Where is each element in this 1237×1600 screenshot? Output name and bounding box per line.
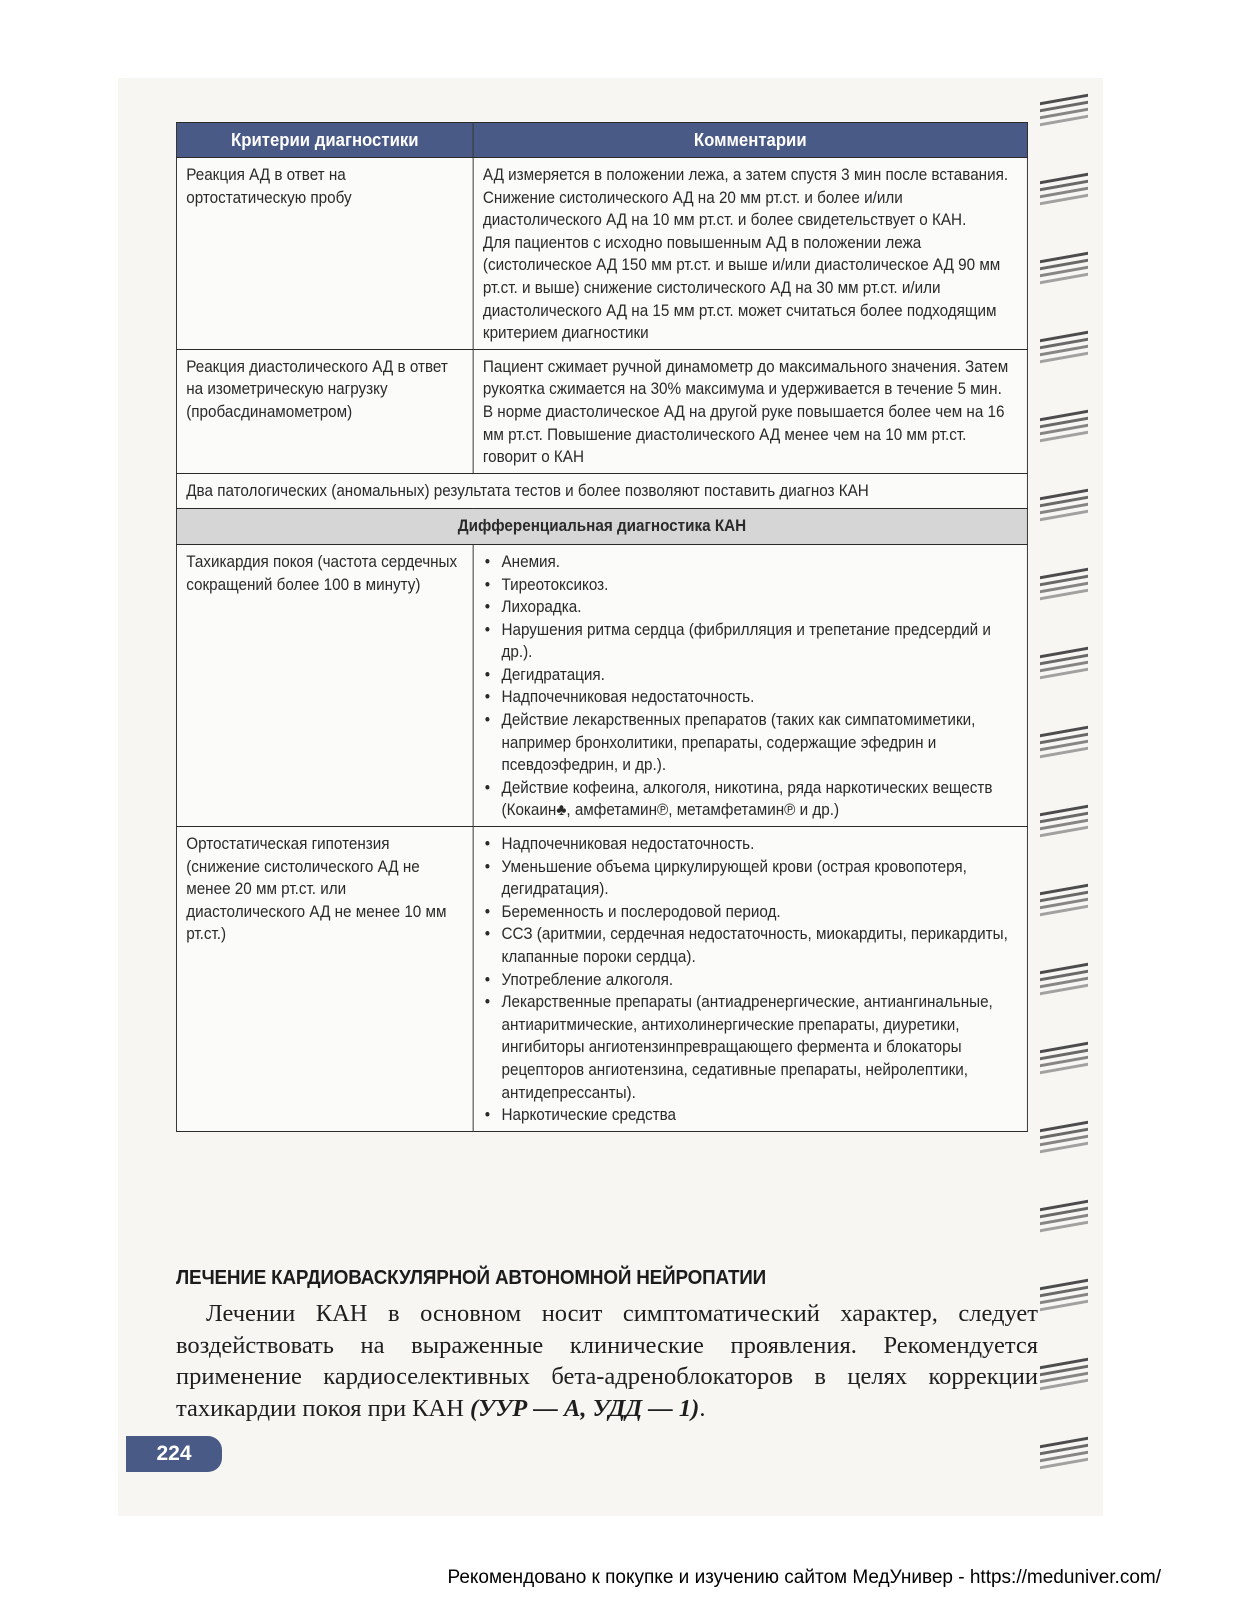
list-item bbox=[483, 969, 1018, 992]
list-item-text: Действие кофеина, алкоголя, никотина, ряда наркотических веществ (Кокаин♣, амфетамин℗, метамфетамин℗ и др.) bbox=[501, 778, 993, 820]
comment-cell bbox=[473, 544, 1027, 826]
table-row bbox=[176, 349, 1027, 473]
list-item bbox=[483, 856, 1018, 901]
spiral-coil-icon bbox=[1034, 803, 1090, 839]
list-item-text: ССЗ (аритмии, сердечная недостаточность, миокардиты, перикардиты, клапанные пороки сердца). bbox=[501, 925, 1008, 966]
bullet-icon: • bbox=[484, 575, 491, 594]
diagnostics-table bbox=[176, 122, 1028, 1132]
list-item-text: Анемия. bbox=[501, 552, 561, 571]
spiral-coil-icon bbox=[1034, 1119, 1090, 1155]
bullet-icon: • bbox=[484, 688, 491, 707]
spiral-coil-icon bbox=[1034, 961, 1090, 997]
list-item bbox=[483, 1104, 1018, 1127]
bullet-icon: • bbox=[484, 778, 491, 797]
body-paragraph bbox=[176, 1298, 1038, 1424]
bullet-icon: • bbox=[484, 552, 491, 571]
bullet-icon: • bbox=[484, 1106, 491, 1125]
conclusion-cell: Два патологических (аномальных) результата тестов и более позволяют поставить диагноз КАН bbox=[176, 473, 1027, 509]
spiral-coil-icon bbox=[1034, 1435, 1090, 1471]
table-row bbox=[176, 158, 1027, 350]
spiral-coil-icon bbox=[1034, 250, 1090, 286]
list-item-text: Наркотические средства bbox=[501, 1106, 677, 1125]
list-item bbox=[483, 901, 1018, 924]
bullet-icon: • bbox=[484, 598, 491, 617]
comment-paragraph: АД измеряется в положении лежа, а затем спустя 3 мин после вставания. bbox=[482, 166, 1009, 184]
criterion-cell: Тахикардия покоя (частота сердечных сокращений более 100 в минуту) bbox=[176, 544, 473, 826]
bullet-icon: • bbox=[484, 970, 491, 989]
section-heading: ЛЕЧЕНИЕ КАРДИОВАСКУЛЯРНОЙ АВТОНОМНОЙ НЕЙРОПАТИИ bbox=[176, 1266, 767, 1289]
comment-cell bbox=[473, 158, 1027, 350]
spiral-coil-icon bbox=[1034, 408, 1090, 444]
table-row bbox=[176, 544, 1027, 826]
spiral-coil-icon bbox=[1034, 329, 1090, 365]
list-item-text: Употребление алкоголя. bbox=[501, 970, 674, 989]
criterion-cell: Ортостатическая гипотензия (снижение систолического АД не менее 20 мм рт.ст. или диастолического АД не менее 10 мм рт.ст.) bbox=[176, 827, 473, 1132]
comment-paragraph: Снижение систолического АД на 20 мм рт.ст. и более и/или диастолического АД на 10 мм рт.ст. и более свидетельствует о КАН. bbox=[482, 188, 967, 230]
list-item bbox=[483, 664, 1018, 687]
comment-paragraph: Для пациентов с исходно повышенным АД в положении лежа (систолическое АД 150 мм рт.ст. и выше и/или диастолическое АД 90 мм рт.ст. и выше) снижение систолического АД на 30 мм рт.ст. и/или диастолического АД на 15 мм рт.ст. может считаться более подходящим критерием диагностики bbox=[482, 233, 1001, 343]
list-item bbox=[483, 686, 1018, 709]
differential-subheader: Дифференциальная диагностика КАН bbox=[176, 509, 1027, 545]
spiral-coil-icon bbox=[1034, 487, 1090, 523]
spiral-coil-icon bbox=[1034, 566, 1090, 602]
list-item bbox=[483, 574, 1018, 597]
body-text: Лечении КАН в основном носит симптоматический характер, следует воздействовать на выраженные клинические проявления. Рекомендуется применение кардиоселективных бета-адреноблокаторов в целях коррекции тахикардии покоя при КАН bbox=[176, 1300, 1038, 1422]
subheader-row bbox=[176, 509, 1027, 545]
list-item bbox=[483, 596, 1018, 619]
spiral-coil-icon bbox=[1034, 171, 1090, 207]
cause-list bbox=[483, 551, 1018, 822]
evidence-level: (УУР — А, УДД — 1) bbox=[470, 1394, 700, 1422]
spiral-coil-icon bbox=[1034, 724, 1090, 760]
cause-list bbox=[483, 833, 1018, 1127]
list-item bbox=[483, 777, 1018, 822]
header-comments: Комментарии bbox=[473, 123, 1027, 158]
list-item-text: Надпочечниковая недостаточность. bbox=[501, 688, 755, 707]
spiral-coil-icon bbox=[1034, 1277, 1090, 1313]
list-item bbox=[483, 991, 1018, 1104]
list-item-text: Тиреотоксикоз. bbox=[501, 575, 609, 594]
list-item bbox=[483, 833, 1018, 856]
list-item-text: Нарушения ритма сердца (фибрилляция и трепетание предсердий и др.). bbox=[501, 620, 991, 662]
bullet-icon: • bbox=[484, 835, 491, 854]
body-text-end: . bbox=[699, 1394, 706, 1422]
spiral-coil-icon bbox=[1034, 882, 1090, 918]
footer-text: Рекомендовано к покупке и изучению сайтом МедУнивер - https://meduniver.com/ bbox=[447, 1567, 1161, 1588]
bullet-icon: • bbox=[484, 902, 491, 921]
list-item bbox=[483, 923, 1018, 968]
spiral-coil-icon bbox=[1034, 1356, 1090, 1392]
list-item-text: Уменьшение объема циркулирующей крови (острая кровопотеря, дегидратация). bbox=[501, 857, 967, 899]
criterion-cell: Реакция диастолического АД в ответ на изометрическую нагрузку (пробасдинамометром) bbox=[176, 349, 473, 473]
comment-paragraph: В норме диастолическое АД на другой руке повышается более чем на 16 мм рт.ст. Повышение диастолического АД менее чем на 10 мм рт.ст. говорит о КАН bbox=[482, 402, 1005, 467]
spiral-coil-icon bbox=[1034, 92, 1090, 128]
list-item-text: Лихорадка. bbox=[501, 598, 582, 617]
comment-cell bbox=[473, 827, 1027, 1132]
bullet-icon: • bbox=[484, 925, 491, 944]
bullet-icon: • bbox=[484, 711, 491, 730]
list-item bbox=[483, 619, 1018, 664]
table-row bbox=[176, 827, 1027, 1132]
list-item-text: Беременность и послеродовой период. bbox=[501, 902, 781, 921]
list-item-text: Лекарственные препараты (антиадренергические, антиангинальные, антиаритмические, антихолинергические препараты, диуретики, ингибиторы ангиотензинпревращающего фермента и блокаторы рецепторов ангиотензина, седативные препараты, нейролептики, антидепрессанты). bbox=[501, 993, 993, 1102]
list-item-text: Действие лекарственных препаратов (таких как симпатомиметики, например бронхолитики, препараты, содержащие эфедрин и псевдоэфедрин, и др.). bbox=[501, 711, 976, 775]
page-number: 224 bbox=[126, 1436, 222, 1472]
bullet-icon: • bbox=[484, 993, 491, 1012]
header-criteria: Критерии диагностики bbox=[176, 123, 473, 158]
bullet-icon: • bbox=[484, 857, 491, 876]
comment-cell bbox=[473, 349, 1027, 473]
comment-paragraph: Пациент сжимает ручной динамометр до максимального значения. Затем рукоятка сжимается на 30% максимума и удерживается в течение 5 мин. bbox=[482, 357, 1009, 399]
list-item-text: Дегидратация. bbox=[501, 665, 605, 684]
spiral-coil-icon bbox=[1034, 645, 1090, 681]
table-header-row bbox=[176, 123, 1027, 158]
bullet-icon: • bbox=[484, 665, 491, 684]
spiral-coil-icon bbox=[1034, 1198, 1090, 1234]
list-item bbox=[483, 709, 1018, 777]
bullet-icon: • bbox=[484, 620, 491, 639]
list-item bbox=[483, 551, 1018, 574]
spiral-binding bbox=[1034, 92, 1096, 1472]
list-item-text: Надпочечниковая недостаточность. bbox=[501, 835, 755, 854]
spiral-coil-icon bbox=[1034, 1040, 1090, 1076]
criterion-cell: Реакция АД в ответ на ортостатическую пробу bbox=[176, 158, 473, 350]
conclusion-row bbox=[176, 473, 1027, 509]
